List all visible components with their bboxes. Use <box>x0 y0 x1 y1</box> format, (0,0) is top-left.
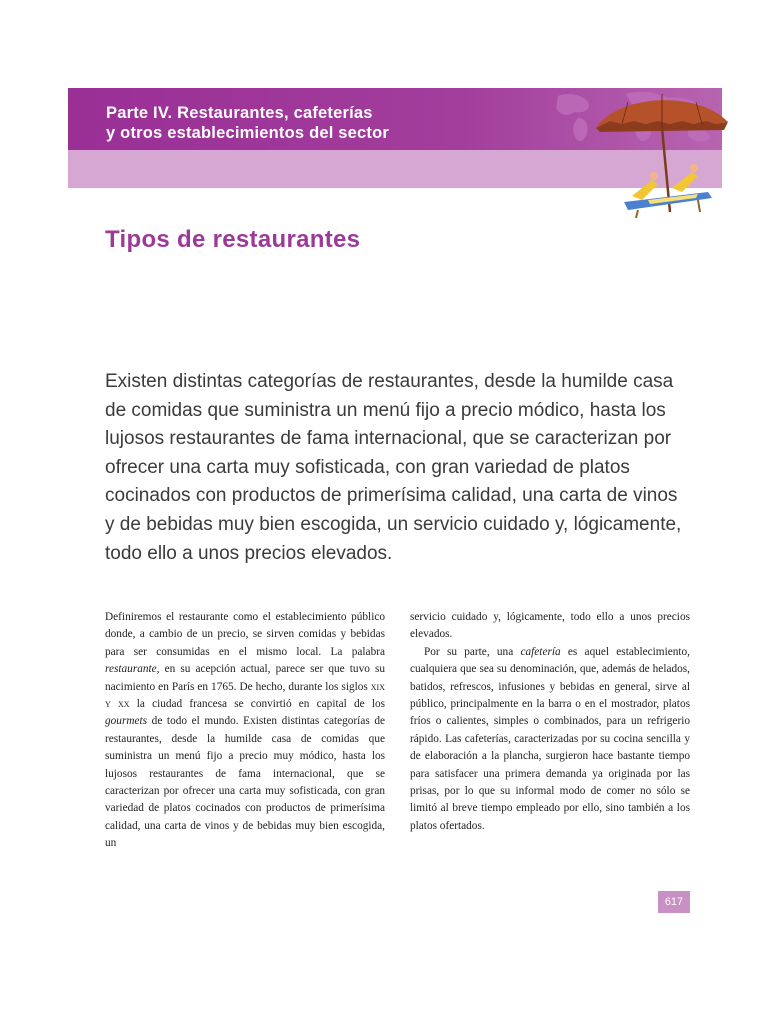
page-number: 617 <box>658 891 690 913</box>
left-column <box>105 609 385 853</box>
emphasis-cafeteria: cafetería <box>520 645 561 658</box>
part-title <box>106 103 389 143</box>
text-run: de todo el mundo. Existen distintas categorías de restaurantes, desde la humilde casa de comidas que suministra un menú fijo a precio muy módico, hasta los lujosos restaurantes de fama internacional, que se caracterizan por ofrecer una carta muy sofisticada, con gran variedad de platos cocinados con productos de primerísima calidad, una carta de vinos y de bebidas muy bien escogida, un <box>105 715 385 850</box>
part-title-line-2: y otros establecimientos del sector <box>106 124 390 142</box>
emphasis-gourmets: gourmets <box>105 715 148 728</box>
beach-umbrella-icon <box>588 88 738 220</box>
centuries-text: xix y xx <box>105 680 385 711</box>
lead-paragraph: Existen distintas categorías de restaurantes, desde la humilde casa de comidas que suministra un menú fijo a precio módico, hasta los lujosos restaurantes de fama internacional, que se caracterizan por ofrecer una carta muy sofisticada, con gran variedad de platos cocinados con productos de primerísima calidad, una carta de vinos y de bebidas muy bien escogida, un servicio cuidado y, lógicamente, todo ello a unos precios elevados. <box>105 371 682 564</box>
header-banner <box>68 88 722 188</box>
right-paragraph-1: servicio cuidado y, lógicamente, todo ello a unos precios elevados. <box>410 611 690 641</box>
text-run: Por su parte, una <box>424 645 521 658</box>
right-column <box>410 609 690 853</box>
emphasis-restaurante: restaurante, <box>105 663 160 676</box>
text-run: en su acepción actual, parece ser que tuvo su nacimiento en París en 1765. De hecho, durante los siglos <box>105 663 385 693</box>
section-title: Tipos de restaurantes <box>105 226 361 253</box>
left-paragraph <box>105 609 385 853</box>
text-run: la ciudad francesa se convirtió en capital de los <box>129 698 385 711</box>
text-run: es aquel establecimiento, cualquiera que sea su denominación, que, además de helados, batidos, refrescos, infusiones y bebidas en general, sirve al público, principalmente en la barra o en el mostrador, platos fríos o calientes, simples o combinados, para un refrigerio rápido. Las cafeterías, caracterizadas por su cocina sencilla y de elaboración a la plancha, surgieron hace bastante tiempo para satisfacer una primera demanda ya originada por las prisas, por lo que su informal modo de comer no sólo se limitó al breve tiempo empleado por ello, sino también a los platos ofertados. <box>410 645 690 832</box>
right-paragraph-2 <box>410 644 690 835</box>
text-run: Definiremos el restaurante como el establecimiento público donde, a cambio de un precio, se sirven comidas y bebidas para ser consumidas en el mismo local. La palabra <box>105 611 385 658</box>
part-title-line-1: Parte IV. Restaurantes, cafeterías <box>106 104 373 122</box>
body-columns <box>105 609 690 853</box>
